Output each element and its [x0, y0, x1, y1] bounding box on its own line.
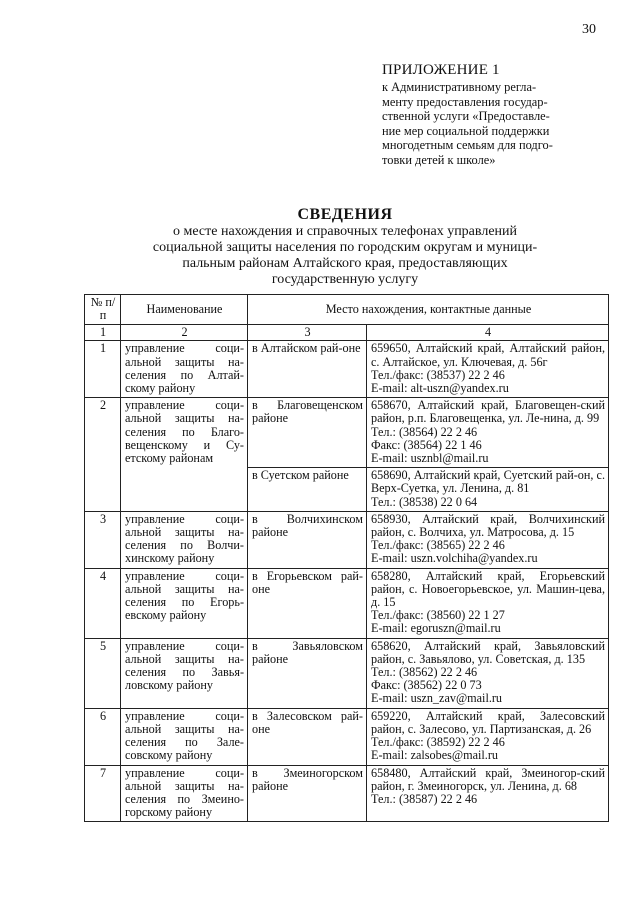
contact-line: E-mail: egoruszn@mail.ru — [371, 621, 501, 636]
district-name: в Змеиногорском районе — [248, 765, 367, 822]
contact-line: E-mail: usznbl@mail.ru — [371, 451, 489, 466]
row-number: 4 — [85, 568, 121, 638]
document-title: СВЕДЕНИЯ — [297, 206, 393, 223]
table-row — [85, 765, 609, 822]
header-name: Наименование — [121, 295, 248, 325]
contact-line: 658280, Алтайский край, Егорьевский район, с. Новоегорьевское, ул. Машин-цева, д. 15 — [371, 568, 606, 610]
subtitle-line: социальной защиты населения по городским округам и муници- — [152, 240, 538, 255]
table-row — [85, 708, 609, 765]
row-number: 7 — [85, 765, 121, 822]
department-name: управление соци-альной защиты на-селения по Волчи-хинскому району — [121, 511, 248, 568]
appendix-line: ние мер социальной поддержки — [382, 123, 550, 138]
column-number: 1 — [85, 325, 121, 341]
appendix-line: товки детей к школе» — [382, 152, 496, 167]
contact-line: 658930, Алтайский край, Волчихинский район, с. Волчиха, ул. Матросова, д. 15 — [371, 511, 606, 540]
contact-details — [367, 398, 609, 468]
row-number: 5 — [85, 638, 121, 708]
contact-details — [367, 638, 609, 708]
district-name: в Егорьевском рай-оне — [248, 568, 367, 638]
contact-line: E-mail: uszn_zav@mail.ru — [371, 691, 503, 706]
contact-details — [367, 511, 609, 568]
table-header-row — [85, 295, 609, 325]
contact-line: 659650, Алтайский край, Алтайский район, с. Алтайское, ул. Ключевая, д. 56г — [371, 341, 606, 369]
contact-line: Тел.: (38587) 22 2 46 — [371, 791, 478, 806]
appendix-line: менту предоставления государ- — [382, 94, 548, 109]
subtitle-line: государственную услугу — [271, 272, 419, 287]
column-number: 4 — [367, 325, 609, 341]
contact-line: Тел.: (38538) 22 0 64 — [371, 494, 478, 509]
contact-line: 658690, Алтайский край, Суетский рай-он, с. Верх-Суетка, ул. Ленина, д. 81 — [371, 468, 606, 496]
subtitle-line: о месте нахождения и справочных телефонах управлений — [172, 224, 518, 239]
appendix-title: ПРИЛОЖЕНИЕ 1 — [382, 62, 500, 78]
page-number: 30 — [582, 22, 596, 37]
department-name: управление соци-альной защиты на-селения по Зале-совскому району — [121, 708, 248, 765]
contact-line: Тел./факс: (38565) 22 2 46 — [371, 538, 505, 553]
contact-line: Тел./факс: (38560) 22 1 27 — [371, 608, 505, 623]
appendix-text — [382, 80, 598, 168]
contact-line: Тел.: (38564) 22 2 46 — [371, 424, 478, 439]
district-name: в Завьяловском районе — [248, 638, 367, 708]
department-name: управление соци-альной защиты на-селения по Завья-ловскому району — [121, 638, 248, 708]
row-number: 3 — [85, 511, 121, 568]
column-number: 3 — [248, 325, 367, 341]
header-location: Место нахождения, контактные данные — [248, 295, 609, 325]
document-subtitle — [120, 224, 570, 288]
row-number: 2 — [85, 398, 121, 512]
contact-details — [367, 568, 609, 638]
district-name: в Суетском районе — [248, 468, 367, 512]
contact-details — [367, 468, 609, 512]
contact-line: Тел./факс: (38537) 22 2 46 — [371, 367, 505, 382]
appendix-block — [382, 62, 598, 168]
table-row — [85, 341, 609, 398]
column-number: 2 — [121, 325, 248, 341]
column-number-row — [85, 325, 609, 341]
contact-line: Факс: (38564) 22 1 46 — [371, 437, 482, 452]
contact-details — [367, 341, 609, 398]
table-body — [85, 341, 609, 822]
contact-details — [367, 765, 609, 822]
appendix-line: многодетным семьям для подго- — [382, 138, 553, 153]
table-row — [85, 568, 609, 638]
contacts-table — [84, 294, 609, 822]
contact-line: E-mail: zalsobes@mail.ru — [371, 748, 498, 763]
table-row — [85, 511, 609, 568]
contact-details — [367, 708, 609, 765]
department-name: управление соци-альной защиты на-селения по Егорь-евскому району — [121, 568, 248, 638]
table-row — [85, 638, 609, 708]
department-name: управление соци-альной защиты на-селения по Алтай-скому району — [121, 341, 248, 398]
contact-line: Тел./факс: (38592) 22 2 46 — [371, 735, 505, 750]
contact-line: 659220, Алтайский край, Залесовский район, с. Залесово, ул. Партизанская, д. 26 — [371, 708, 606, 736]
row-number: 6 — [85, 708, 121, 765]
document-heading — [120, 206, 570, 288]
row-number: 1 — [85, 341, 121, 398]
contact-line: 658480, Алтайский край, Змеиногор-ский район, г. Змеиногорск, ул. Ленина, д. 68 — [371, 765, 606, 793]
contact-line: Тел.: (38562) 22 2 46 — [371, 665, 478, 680]
contact-line: 658670, Алтайский край, Благовещен-ский район, р.п. Благовещенка, ул. Ле-нина, д. 99 — [371, 398, 606, 426]
department-name: управление соци-альной защиты на-селения по Благо-вещенскому и Су-етскому районам — [121, 398, 248, 512]
appendix-line: к Административному регла- — [382, 80, 537, 94]
appendix-line: ственной услуги «Предоставле- — [382, 109, 550, 124]
district-name: в Волчихинском районе — [248, 511, 367, 568]
district-name: в Алтайском рай-оне — [248, 341, 367, 398]
subtitle-line: пальным районам Алтайского края, предоставляющих — [182, 256, 508, 271]
contact-line: E-mail: uszn.volchiha@yandex.ru — [371, 551, 538, 566]
header-number: № п/п — [85, 295, 121, 325]
district-name: в Благовещенском районе — [248, 398, 367, 468]
table-row — [85, 398, 609, 468]
district-name: в Залесовском рай-оне — [248, 708, 367, 765]
contact-line: 658620, Алтайский край, Завьяловский район, с. Завьялово, ул. Советская, д. 135 — [371, 638, 606, 666]
contact-line: Факс: (38562) 22 0 73 — [371, 678, 482, 693]
department-name: управление соци-альной защиты на-селения по Змеино-горскому району — [121, 765, 248, 822]
contact-line: E-mail: alt-uszn@yandex.ru — [371, 381, 509, 396]
